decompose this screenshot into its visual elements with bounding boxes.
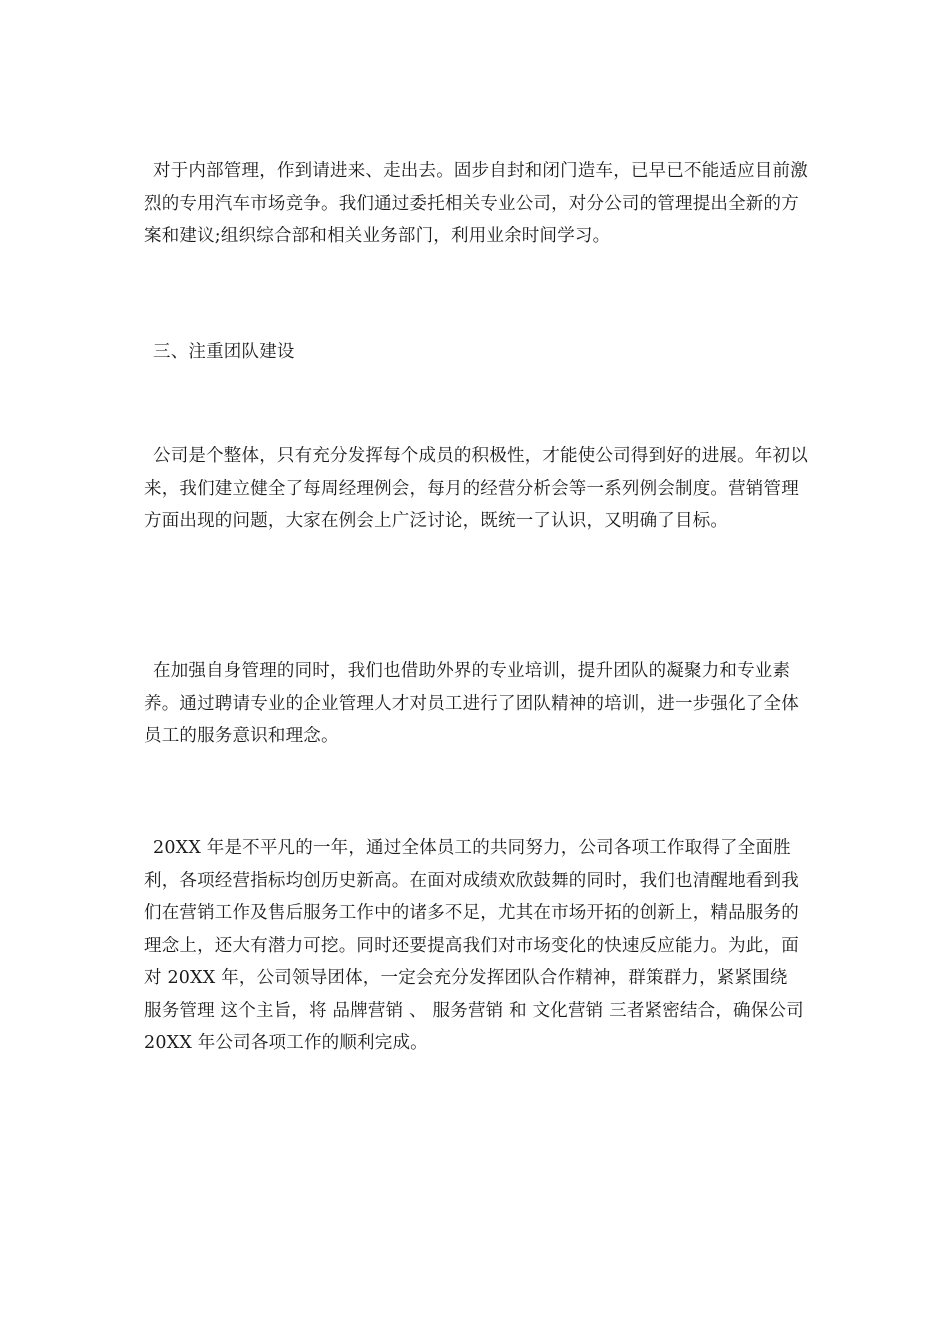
paragraph-internal-management: 对于内部管理，作到请进来、走出去。固步自封和闭门造车，已早已不能适应目前激烈的专用汽车市场竞争。我们通过委托相关专业公司，对分公司的管理提出全新的方案和建议;组织综合部和相关业务部门，利用业余时间学习。 (144, 161, 808, 246)
paragraph-conclusion: 20XX 年是不平凡的一年，通过全体员工的共同努力，公司各项工作取得了全面胜利，各项经营指标均创历史新高。在面对成绩欢欣鼓舞的同时，我们也清醒地看到我们在营销工作及售后服务工作中的诸多不足，尤其在市场开拓的创新上，精品服务的理念上，还大有潜力可挖。同时还要提高我们对市场变化的快速反应能力。为此，面对 20XX 年，公司领导团体，一定会充分发挥团队合作精神，群策群力，紧紧围绕 服务管理 这个主旨，将 品牌营销 、 服务营销 和 文化营销 三者紧密结合，确保公司 20XX 年公司各项工作的顺利完成。 (144, 838, 810, 1053)
paragraph-team-meetings: 公司是个整体，只有充分发挥每个成员的积极性，才能使公司得到好的进展。年初以来，我们建立健全了每周经理例会，每月的经营分析会等一系列例会制度。营销管理方面出现的问题，大家在例会上广泛讨论，既统一了认识，又明确了目标。 (144, 446, 808, 531)
section-heading: 三、注重团队建设 (153, 342, 295, 362)
paragraph-training: 在加强自身管理的同时，我们也借助外界的专业培训，提升团队的凝聚力和专业素养。通过聘请专业的企业管理人才对员工进行了团队精神的培训，进一步强化了全体员工的服务意识和理念。 (144, 661, 799, 746)
